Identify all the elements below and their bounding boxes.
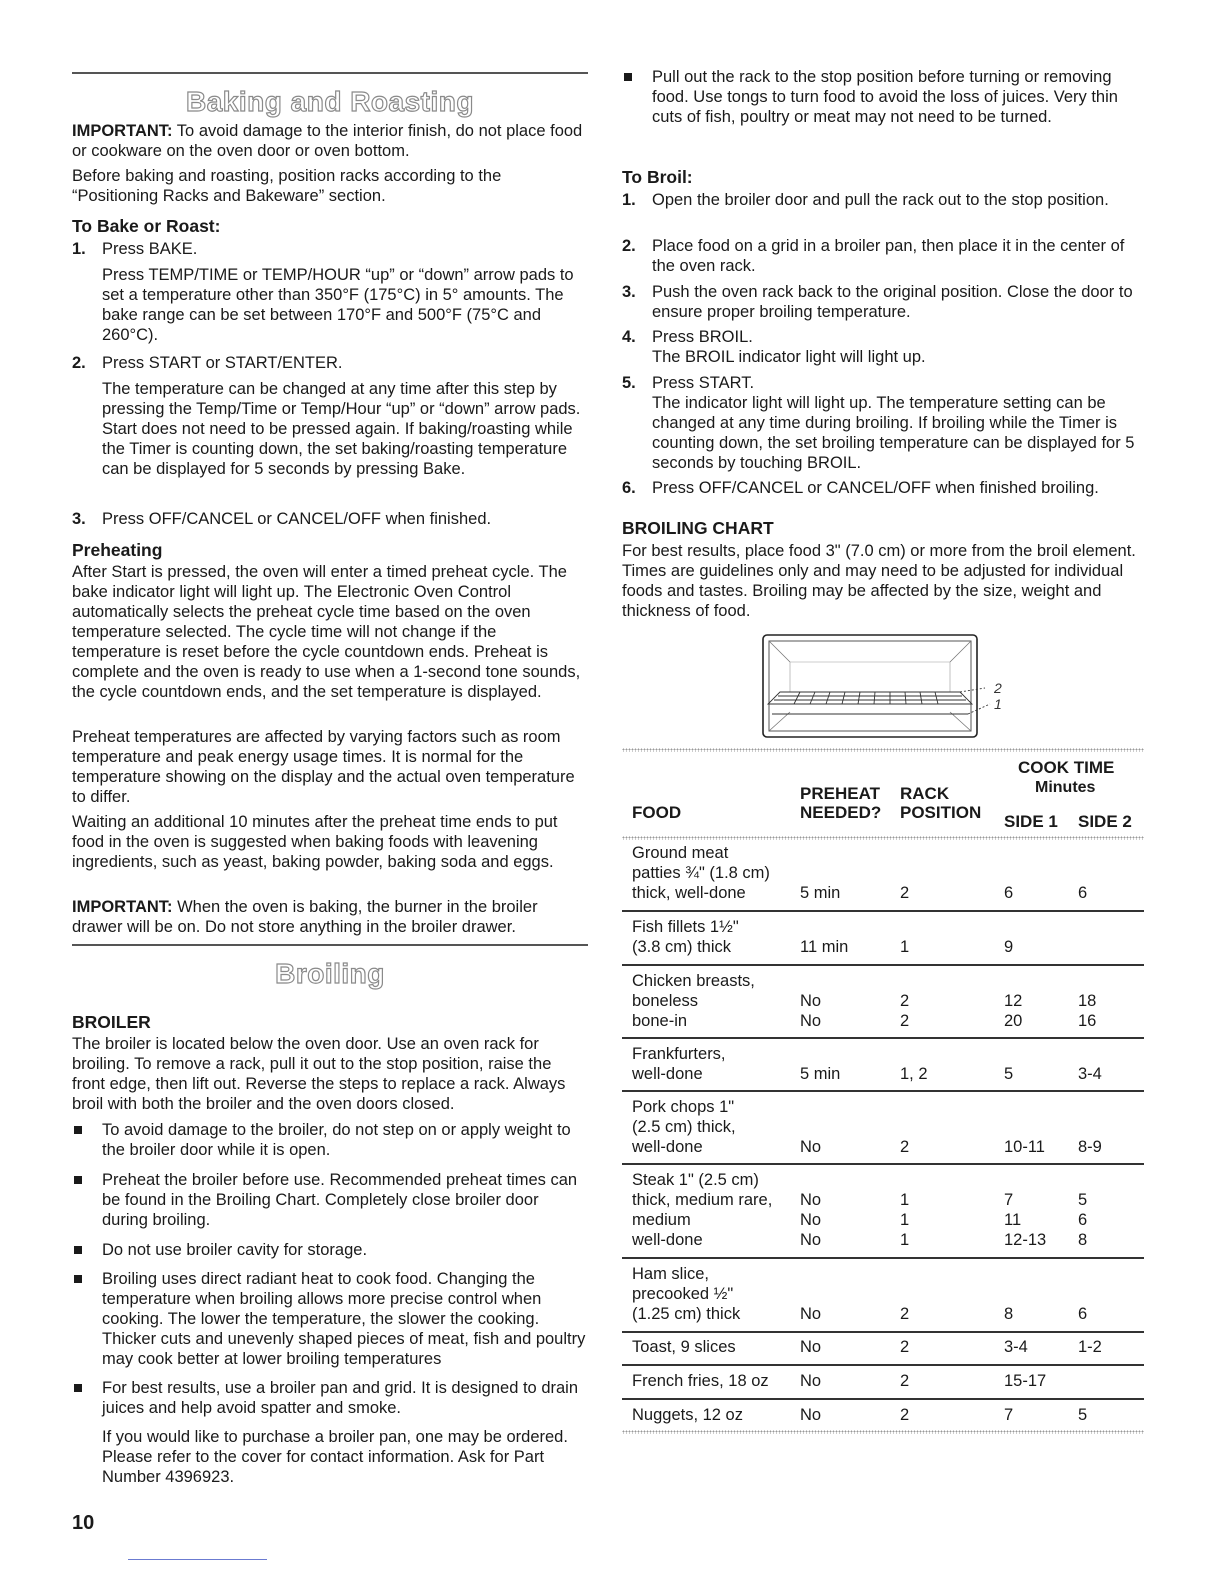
- row-divider: [622, 1257, 1144, 1259]
- cell-pre: No: [800, 1406, 822, 1424]
- step-text: Place food on a grid in a broiler pan, then place it in the center of the oven rack.: [652, 237, 1125, 275]
- bake-heading-block: [72, 215, 588, 237]
- cell-food: Nuggets, 12 oz: [632, 1406, 743, 1424]
- cell-rack: 1, 2: [900, 1065, 928, 1083]
- important-label: IMPORTANT:: [72, 122, 173, 140]
- bullet-item: [72, 1170, 588, 1230]
- step-text: Push the oven rack back to the original position. Close the door to ensure proper broiling temperature.: [652, 283, 1133, 321]
- broiler-text: The broiler is located below the oven door. Use an oven rack for broiling. To remove a rack, pull it out to the stop position, raise the front edge, then lift out. Reverse the steps to replace a rack. Always broil with both the broiler and the oven doors closed.: [72, 1035, 566, 1113]
- cell-rack: 1: [900, 938, 910, 956]
- broil-step-2: [622, 236, 1144, 276]
- broil-step-4: [622, 327, 1144, 367]
- step-text: Press OFF/CANCEL or CANCEL/OFF when finished broiling.: [652, 479, 1099, 497]
- rack-label-2: 2: [994, 680, 1002, 696]
- mid-rule-left: [72, 944, 588, 946]
- top-rule-left: [72, 72, 588, 74]
- cell-pre: No: [800, 1138, 822, 1156]
- oven-rack-illustration: [760, 632, 1010, 742]
- broil-heading: To Broil:: [622, 167, 693, 187]
- cell-food: French fries, 18 oz: [632, 1372, 769, 1390]
- step-number: 3.: [72, 510, 86, 528]
- cell-s1: 9: [1004, 938, 1014, 956]
- bake-step-3: [72, 509, 588, 529]
- cell-s2: 1-2: [1078, 1338, 1102, 1356]
- cell-s2: 5 6 8: [1078, 1191, 1088, 1249]
- cell-pre: No: [800, 1338, 822, 1356]
- cell-s1: 8: [1004, 1305, 1014, 1323]
- cell-s1: 7 11 12-13: [1004, 1191, 1047, 1249]
- before-paragraph: [72, 166, 588, 206]
- cell-s2: 8-9: [1078, 1138, 1102, 1156]
- cell-food: Toast, 9 slices: [632, 1338, 736, 1356]
- cell-pre: 11 min: [800, 938, 849, 956]
- cell-pre: No No No: [800, 1191, 822, 1249]
- row-divider: [622, 1163, 1144, 1165]
- broil-heading-block: [622, 166, 1144, 188]
- header-side-1: SIDE 1: [1004, 812, 1058, 831]
- row-divider: [622, 1037, 1144, 1039]
- cell-food: Frankfurters, well-done: [632, 1045, 726, 1083]
- cell-rack: 2: [900, 1406, 910, 1424]
- cell-food: Steak 1" (2.5 cm) thick, medium rare, medium well-done: [632, 1171, 773, 1249]
- bullet-icon: [74, 1275, 82, 1283]
- header-bottom-border: [622, 836, 1144, 840]
- broiler-heading-block: [72, 1011, 588, 1033]
- cell-rack: 1 1 1: [900, 1191, 910, 1249]
- step-number: 6.: [622, 479, 636, 497]
- header-rack: RACK: [900, 784, 950, 803]
- broiler-heading: BROILER: [72, 1012, 151, 1032]
- cell-pre: 5 min: [800, 1065, 841, 1083]
- header-position: POSITION: [900, 803, 982, 822]
- bullet-icon: [74, 1384, 82, 1392]
- table-top-border: [622, 748, 1144, 752]
- chart-heading-block: [622, 517, 1144, 539]
- row-divider: [622, 1398, 1144, 1400]
- preheat-text-2: Preheat temperatures are affected by varying factors such as room temperature and peak energy usage times. It is normal for the temperature showing on the display and the actual oven temperature to differ.: [72, 728, 575, 806]
- bullet-item: [72, 1240, 588, 1260]
- cell-s2: 18 16: [1078, 992, 1097, 1030]
- cell-rack: 2: [900, 1372, 910, 1390]
- row-divider: [622, 964, 1144, 966]
- cell-s1: 3-4: [1004, 1338, 1028, 1356]
- cell-s2: 6: [1078, 884, 1088, 902]
- header-side-2: SIDE 2: [1078, 812, 1132, 831]
- cell-s2: 5: [1078, 1406, 1088, 1424]
- important-label: IMPORTANT:: [72, 898, 173, 916]
- bullet-text: For best results, use a broiler pan and grid. It is designed to drain juices and help avoid spatter and smoke.: [102, 1379, 579, 1417]
- cell-pre: No: [800, 1305, 822, 1323]
- important-text: To avoid damage to the interior finish, do not place food or cookware on the oven door or oven bottom.: [72, 122, 583, 160]
- cell-pre: No No: [800, 992, 822, 1030]
- purchase-paragraph: [72, 1427, 588, 1487]
- bake-step-1: [72, 239, 588, 345]
- bullet-item: [72, 1120, 588, 1160]
- bake-heading: To Bake or Roast:: [72, 216, 221, 236]
- important-note-2: [72, 897, 588, 937]
- step-number: 1.: [72, 240, 86, 258]
- header-food: FOOD: [632, 803, 682, 822]
- before-text: Before baking and roasting, position racks according to the “Positioning Racks and Bakeware” section.: [72, 167, 502, 205]
- row-divider: [622, 1090, 1144, 1092]
- step-text: Press BROIL. The BROIL indicator light will light up.: [652, 328, 926, 366]
- cell-s1: 12 20: [1004, 992, 1023, 1030]
- cell-pre: 5 min: [800, 884, 841, 902]
- bullet-text: Broiling uses direct radiant heat to cook food. Changing the temperature when broiling allows more precise control when cooking. The lower the temperature, the slower the cooking. Thicker cuts and unevenly shaped pieces of meat, fish and poultry may cook better at lower broiling temperatures: [102, 1270, 586, 1368]
- cell-s1: 15-17: [1004, 1372, 1047, 1390]
- cell-s1: 5: [1004, 1065, 1014, 1083]
- chart-paragraph: [622, 541, 1144, 621]
- cell-s1: 7: [1004, 1406, 1014, 1424]
- cell-s1: 6: [1004, 884, 1014, 902]
- section-title-broiling: Broiling: [275, 958, 385, 989]
- step-number: 2.: [622, 237, 636, 255]
- preheat-heading-block: [72, 539, 588, 561]
- chart-text: For best results, place food 3" (7.0 cm) or more from the broil element. Times are guidelines only and may need to be adjusted for individual foods and tastes. Broiling may be affected by the size, weight and thickness of food.: [622, 542, 1136, 620]
- step-number: 4.: [622, 328, 636, 346]
- step-detail: The temperature can be changed at any time after this step by pressing the Temp/Time or Temp/Hour “up” or “down” arrow pads. Start does not need to be pressed again. If baking/roasting while the Timer is counting down, the set baking/roasting temperature can be displayed for 5 seconds by pressing Bake.: [102, 380, 581, 478]
- bottom-link-line: [128, 1559, 267, 1560]
- header-cook-time: COOK TIME: [1018, 758, 1115, 777]
- header-minutes: Minutes: [1035, 779, 1096, 796]
- step-number: 3.: [622, 283, 636, 301]
- table-bottom-border: [622, 1430, 1144, 1434]
- bake-step-2: [72, 353, 588, 479]
- step-text: Open the broiler door and pull the rack out to the stop position.: [652, 191, 1109, 209]
- page-number: 10: [72, 1512, 95, 1534]
- broil-step-1: [622, 190, 1144, 210]
- preheat-heading: Preheating: [72, 540, 163, 560]
- cell-s1: 10-11: [1004, 1138, 1045, 1156]
- bullet-item: [72, 1269, 588, 1369]
- row-divider: [622, 1364, 1144, 1366]
- bullet-icon: [74, 1176, 82, 1184]
- important-note-1: [72, 121, 588, 161]
- row-divider: [622, 910, 1144, 912]
- broil-step-6: [622, 478, 1144, 498]
- bullet-icon: [74, 1126, 82, 1134]
- bullet-text: Do not use broiler cavity for storage.: [102, 1241, 368, 1259]
- cell-food: Ham slice, precooked ½" (1.25 cm) thick: [632, 1265, 741, 1323]
- step-text: Press START or START/ENTER.: [102, 354, 343, 372]
- row-divider: [622, 1331, 1144, 1333]
- preheat-text-1: After Start is pressed, the oven will enter a timed preheat cycle. The bake indicator light will light up. The Electronic Oven Control automatically selects the preheat cycle time based on the oven temperature selected. The cycle time will not change if the temperature is reset before the cycle countdown ends. Preheat is complete and the oven is ready to use when a 1-second tone sounds, the cycle countdown ends, and the set temperature is displayed.: [72, 563, 581, 701]
- cell-food: Fish fillets 1½" (3.8 cm) thick: [632, 918, 739, 956]
- cell-food: Pork chops 1" (2.5 cm) thick, well-done: [632, 1098, 736, 1156]
- bullet-item: [72, 1378, 588, 1418]
- preheat-paragraph-1: [72, 562, 588, 702]
- cell-rack: 2: [900, 884, 910, 902]
- bullet-icon: [624, 73, 632, 81]
- cell-rack: 2: [900, 1305, 910, 1323]
- step-detail: Press TEMP/TIME or TEMP/HOUR “up” or “down” arrow pads to set a temperature other than 350°F (175°C) in 5° amounts. The bake range can be set between 170°F and 500°F (75°C and 260°C).: [102, 266, 574, 344]
- purchase-text: If you would like to purchase a broiler pan, one may be ordered. Please refer to the cover for contact information. Ask for Part Number 4396923.: [102, 1428, 568, 1486]
- broil-step-3: [622, 282, 1144, 322]
- cell-rack: 2 2: [900, 992, 910, 1030]
- bullet-text: Preheat the broiler before use. Recommended preheat times can be found in the Broiling Chart. Completely close broiler door during broiling.: [102, 1171, 578, 1229]
- step-text: Press START. The indicator light will light up. The temperature setting can be changed at any time during broiling. If broiling while the Timer is counting down, the set broiling temperature can be displayed for 5 seconds by touching BROIL.: [652, 374, 1135, 472]
- cell-rack: 2: [900, 1338, 910, 1356]
- cell-food: Chicken breasts, boneless bone-in: [632, 972, 755, 1030]
- broiler-paragraph: [72, 1034, 588, 1114]
- section-title-baking: Baking and Roasting: [186, 86, 474, 117]
- bullet-icon: [74, 1246, 82, 1254]
- cell-food: Ground meat patties ¾" (1.8 cm) thick, well-done: [632, 844, 770, 902]
- cell-rack: 2: [900, 1138, 910, 1156]
- important-text: When the oven is baking, the burner in the broiler drawer will be on. Do not store anything in the broiler drawer.: [72, 898, 538, 936]
- preheat-paragraph-3: [72, 812, 588, 872]
- cell-s2: 3-4: [1078, 1065, 1102, 1083]
- broil-step-5: [622, 373, 1144, 473]
- rack-label-1: 1: [994, 696, 1002, 712]
- chart-heading: BROILING CHART: [622, 518, 774, 538]
- step-number: 1.: [622, 191, 636, 209]
- header-needed: NEEDED?: [800, 803, 882, 822]
- bullet-text: To avoid damage to the broiler, do not step on or apply weight to the broiler door while it is open.: [102, 1121, 571, 1159]
- step-text: Press OFF/CANCEL or CANCEL/OFF when finished.: [102, 510, 492, 528]
- bullet-text: Pull out the rack to the stop position before turning or removing food. Use tongs to turn food to avoid the loss of juices. Very thin cuts of fish, poultry or meat may not need to be turned.: [652, 68, 1118, 126]
- step-text: Press BAKE.: [102, 240, 198, 258]
- step-number: 5.: [622, 374, 636, 392]
- cell-s2: 6: [1078, 1305, 1088, 1323]
- preheat-paragraph-2: [72, 727, 588, 807]
- cell-pre: No: [800, 1372, 822, 1390]
- preheat-text-3: Waiting an additional 10 minutes after the preheat time ends to put food in the oven is suggested when baking foods with leavening ingredients, such as yeast, baking powder, baking soda and eggs.: [72, 813, 558, 871]
- header-preheat: PREHEAT: [800, 784, 880, 803]
- step-number: 2.: [72, 354, 86, 372]
- bullet-item: [622, 67, 1144, 127]
